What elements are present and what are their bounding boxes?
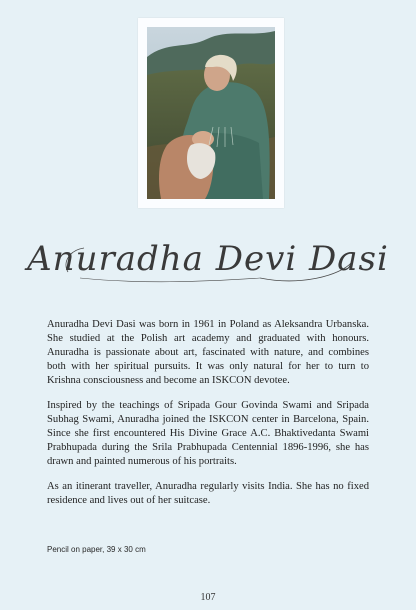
page-title-text: Anuradha Devi Dasi (27, 239, 389, 279)
biography-text (47, 318, 369, 519)
paragraph: Anuradha Devi Dasi was born in 1961 in Poland as Aleksandra Urbanska. She studied at the Polish art academy and graduated with honours. Anuradha is passionate about art, fascinated with nature, and combines both with her spiritual pursuits. It was only natural for her to turn to Krishna consciousness and become an ISKCON devotee. (47, 319, 369, 386)
artwork-caption: Pencil on paper, 39 x 30 cm (47, 545, 146, 554)
page-number: 107 (200, 592, 216, 603)
portrait-photo (147, 27, 275, 199)
page-title (27, 232, 389, 290)
paragraph: As an itinerant traveller, Anuradha regularly visits India. She has no fixed residence and lives out of her suitcase. (47, 481, 369, 506)
portrait-photo-frame (138, 18, 284, 208)
paragraph: Inspired by the teachings of Sripada Gour Govinda Swami and Sripada Subhag Swami, Anuradha joined the ISKCON center in Barcelona, Spain. Since she first encountered His Divine Grace A.C. Bhaktivedanta Swami Prabhupada during the Srila Prabhupada Centennial 1896-1996, she has drawn and painted numerous of his portraits. (47, 400, 369, 467)
